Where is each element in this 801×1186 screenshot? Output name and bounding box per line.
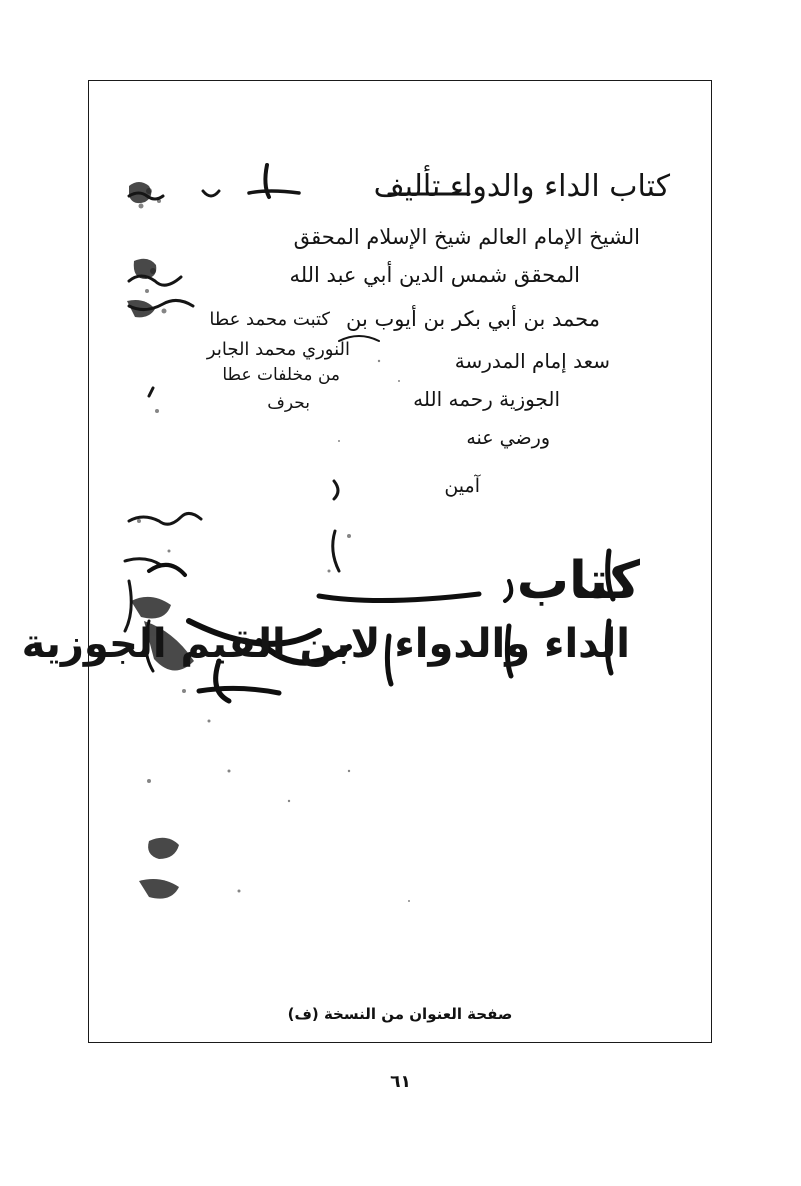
- manuscript-line-6: ورضي عنه: [466, 427, 550, 449]
- manuscript-line-4: سعد إمام المدرسة: [454, 349, 610, 373]
- manuscript-title-top: كتاب الداء والدواء تأليف: [373, 169, 670, 204]
- figure-caption: صفحة العنوان من النسخة (ف): [287, 1005, 513, 1023]
- manuscript-title-page-image: [21, 81, 710, 1001]
- large-title-line-1: كتاب: [516, 551, 640, 611]
- figure-frame: [21, 80, 712, 1043]
- scan-noise: [137, 188, 410, 902]
- marginal-note-line-1: كتبت محمد عطا: [209, 309, 330, 330]
- marginal-note-line-4: بحرف: [267, 393, 310, 413]
- manuscript-line-3: محمد بن أبي بكر بن أيوب بن: [345, 307, 600, 331]
- manuscript-line-1: الشيخ الإمام العالم شيخ الإسلام المحقق: [293, 225, 640, 249]
- marginal-note-line-3: من مخلفات عطا: [222, 365, 340, 385]
- manuscript-line-7: آمين: [444, 475, 480, 497]
- large-title-line-2: الداء والدواء لابن القيم الجوزية: [21, 621, 630, 667]
- marginal-note-line-2: النوري محمد الجابر: [206, 339, 350, 360]
- manuscript-line-5: الجوزية رحمه الله: [413, 387, 560, 411]
- page-number: ٦١: [390, 1072, 411, 1092]
- manuscript-line-2: المحقق شمس الدين أبي عبد الله: [289, 263, 580, 287]
- margin-smudges: [127, 182, 194, 899]
- manuscript-scan: [89, 81, 710, 1001]
